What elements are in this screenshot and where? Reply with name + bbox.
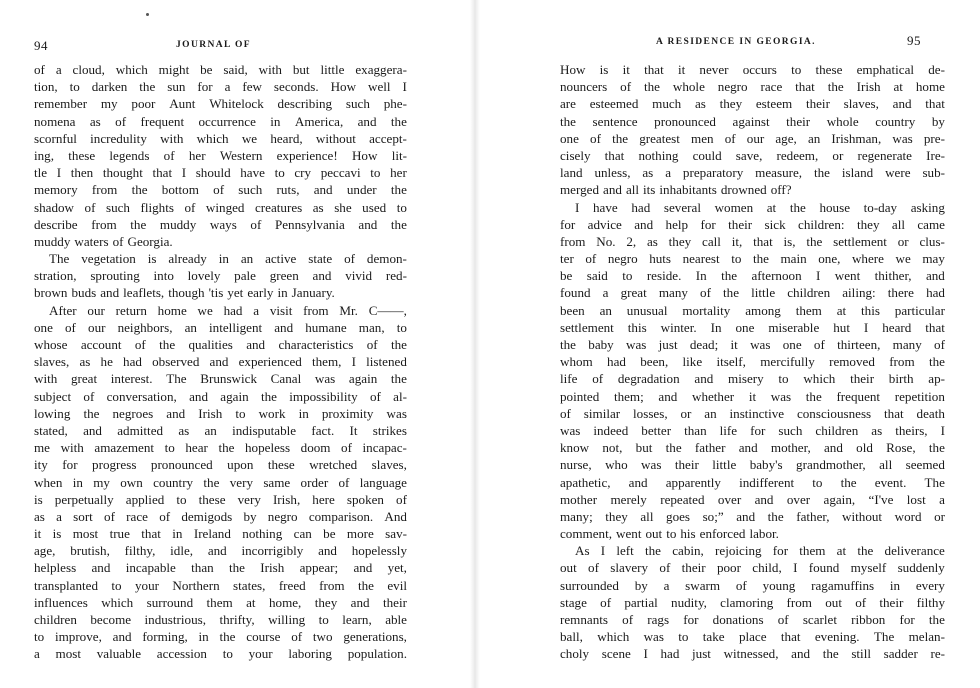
text-line: After our return home we had a visit from Mr. C——, — [49, 302, 407, 318]
text-line: mother merely repeated over and over again, “I've lost a — [560, 491, 945, 507]
text-line: from No. 2, as they call it, that is, the settlement or clus- — [560, 233, 945, 249]
text-line: helpless and incapable than the Irish appear; and yet, — [34, 560, 407, 576]
text-line: whose account of the qualities and characteristics of the — [34, 337, 407, 352]
text-line: memory from the bottom of such ruts, and under the — [34, 182, 407, 198]
text-line: The vegetation is already in an active state of demon- — [49, 251, 407, 267]
text-line: as a sort of race of demigods by negro comparison. And — [34, 508, 407, 524]
right-page-text — [560, 61, 945, 663]
text-line: found a great many of the little children ailing: there had — [560, 285, 945, 301]
text-line: ter of negro huts nearest to the main one, where we may — [560, 251, 945, 267]
text-line: How is it that it never occurs to these emphatical de- — [560, 62, 945, 77]
text-line: nomena as of frequent occurrence in America, and the — [34, 113, 407, 129]
left-page-number: 94 — [34, 38, 48, 53]
text-line: been an unusual mortality among them at this particular — [560, 302, 945, 318]
text-line: out of slavery of their poor child, I found myself suddenly — [560, 560, 945, 576]
text-line: for advice and help for their sick children: they all came — [560, 216, 945, 232]
text-line: choly scene I had just witnessed, and the still sadder re- — [560, 646, 945, 662]
text-line: tle I then thought that I should have to cry peccavi to her — [34, 165, 407, 181]
text-line: slaves, as he had observed and experienced them, I listened — [34, 354, 407, 370]
text-line: brown buds and leaflets, though 'tis yet early in January. — [34, 285, 335, 301]
left-page — [0, 0, 475, 688]
text-line: to improve, and forming, in the course of two generations, — [34, 629, 407, 645]
text-line: influences which surround them at home, they and their — [34, 594, 407, 610]
text-line: transplanted to your Northern states, freed from the evil — [34, 577, 407, 593]
text-line: one of our neighbors, an intelligent and humane man, to — [34, 319, 407, 335]
text-line: subject of conversation, and again the impossibility of al- — [34, 388, 407, 404]
text-line: one of the greatest men of our age, an Irishman, was pre- — [560, 130, 945, 146]
text-line: is perpetually applied to these very Irish, here spoken of — [34, 491, 407, 507]
text-line: be said to reside. In the afternoon I went thither, and — [560, 268, 945, 284]
text-line: settlement this winter. In one miserable hut I heard that — [560, 319, 945, 335]
text-line: children become industrious, thrifty, willing to learn, able — [34, 612, 407, 627]
right-page — [475, 0, 980, 688]
text-line: I have had several women at the house to-day asking — [575, 199, 945, 215]
text-line: was indeed better than life for such children as theirs, I — [560, 422, 945, 438]
text-line: lowing the negroes and Irish to work in proximity was — [34, 405, 407, 421]
text-line: apathetic, and apparently indifferent to the event. The — [560, 474, 945, 490]
text-line: are esteemed much as they esteem their slaves, and that — [560, 96, 945, 112]
text-line: ball, which was to take place that evening. The melan- — [560, 629, 945, 645]
text-line: a most valuable accession to your laboring population. — [34, 646, 407, 662]
text-line: me with amazement to hear the hopeless doom of incapac- — [34, 440, 407, 456]
right-page-number: 95 — [907, 33, 921, 48]
text-line: remember my poor Aunt Whitelock describing such phe- — [34, 96, 407, 112]
text-line: of similar losses, or an instinctive consciousness that death — [560, 405, 945, 421]
text-line: when in my own country the very same order of language — [34, 474, 407, 490]
text-line: age, brutish, filthy, idle, and incorrigibly and hopelessly — [34, 543, 407, 559]
text-line: remnants of rags for donations of scarlet ribbon for the — [560, 612, 945, 627]
text-line: stration, sprouting into lovely pale green and vivid red- — [34, 268, 407, 284]
text-line: ity for progress pronounced upon these wretched slaves, — [34, 457, 407, 473]
text-line: it is most true that in Ireland nothing can be more sav- — [34, 526, 407, 542]
text-line: with great interest. The Brunswick Canal was again the — [34, 371, 407, 387]
text-line: stated, and admitted as an indisputable fact. It strikes — [34, 422, 407, 438]
text-line: comment, went out to his enforced labor. — [560, 526, 779, 542]
text-line: tion, to darken the sun for a few seconds. How well I — [34, 79, 407, 95]
right-running-head: A RESIDENCE IN GEORGIA. — [656, 37, 816, 47]
text-line: the baby was just dead; it was one of thirteen, many of — [560, 337, 945, 352]
text-line: ing, these legends of her Western experience! How lit- — [34, 147, 407, 163]
text-line: nouncers of the whole negro race that the Irish at home — [560, 79, 945, 95]
text-line: muddy waters of Georgia. — [34, 233, 173, 249]
text-line: of a cloud, which might be said, with but little exaggera- — [34, 62, 407, 77]
text-line: the sentence pronounced against their whole country by — [560, 113, 945, 129]
text-line: shadow of such flights of winged creatures as she used to — [34, 199, 407, 215]
text-line: scornful incredulity with which we heard, without accept- — [34, 130, 407, 146]
text-line: describe from the muddy ways of Pennsylvania and the — [34, 216, 407, 232]
text-line: nurse, who was their little baby's grandmother, all seemed — [560, 457, 945, 473]
left-running-head: JOURNAL OF — [176, 40, 251, 50]
text-line: cisely that nothing could save, redeem, or regenerate Ire- — [560, 147, 945, 163]
text-line: life of degradation and misery to which their birth ap- — [560, 371, 945, 387]
left-page-text — [34, 61, 407, 663]
text-line: pointed them; and whether it was the frequent repetition — [560, 388, 945, 404]
text-line: stage of partial nudity, clamoring from out of their filthy — [560, 594, 945, 610]
text-line: land unless, as a preparatory measure, the island were sub- — [560, 165, 945, 181]
text-line: merged and all its inhabitants drowned off? — [560, 182, 792, 198]
print-speck — [146, 13, 149, 16]
text-line: many; they all goes so;” and the father, without word or — [560, 508, 945, 524]
text-line: know not, but the father and mother, and old Rose, the — [560, 440, 945, 456]
text-line: whom had been, like itself, mercifully removed from the — [560, 354, 945, 370]
text-line: As I left the cabin, rejoicing for them at the deliverance — [575, 543, 945, 559]
text-line: surrounded by a swarm of young ragamuffins in every — [560, 577, 945, 593]
